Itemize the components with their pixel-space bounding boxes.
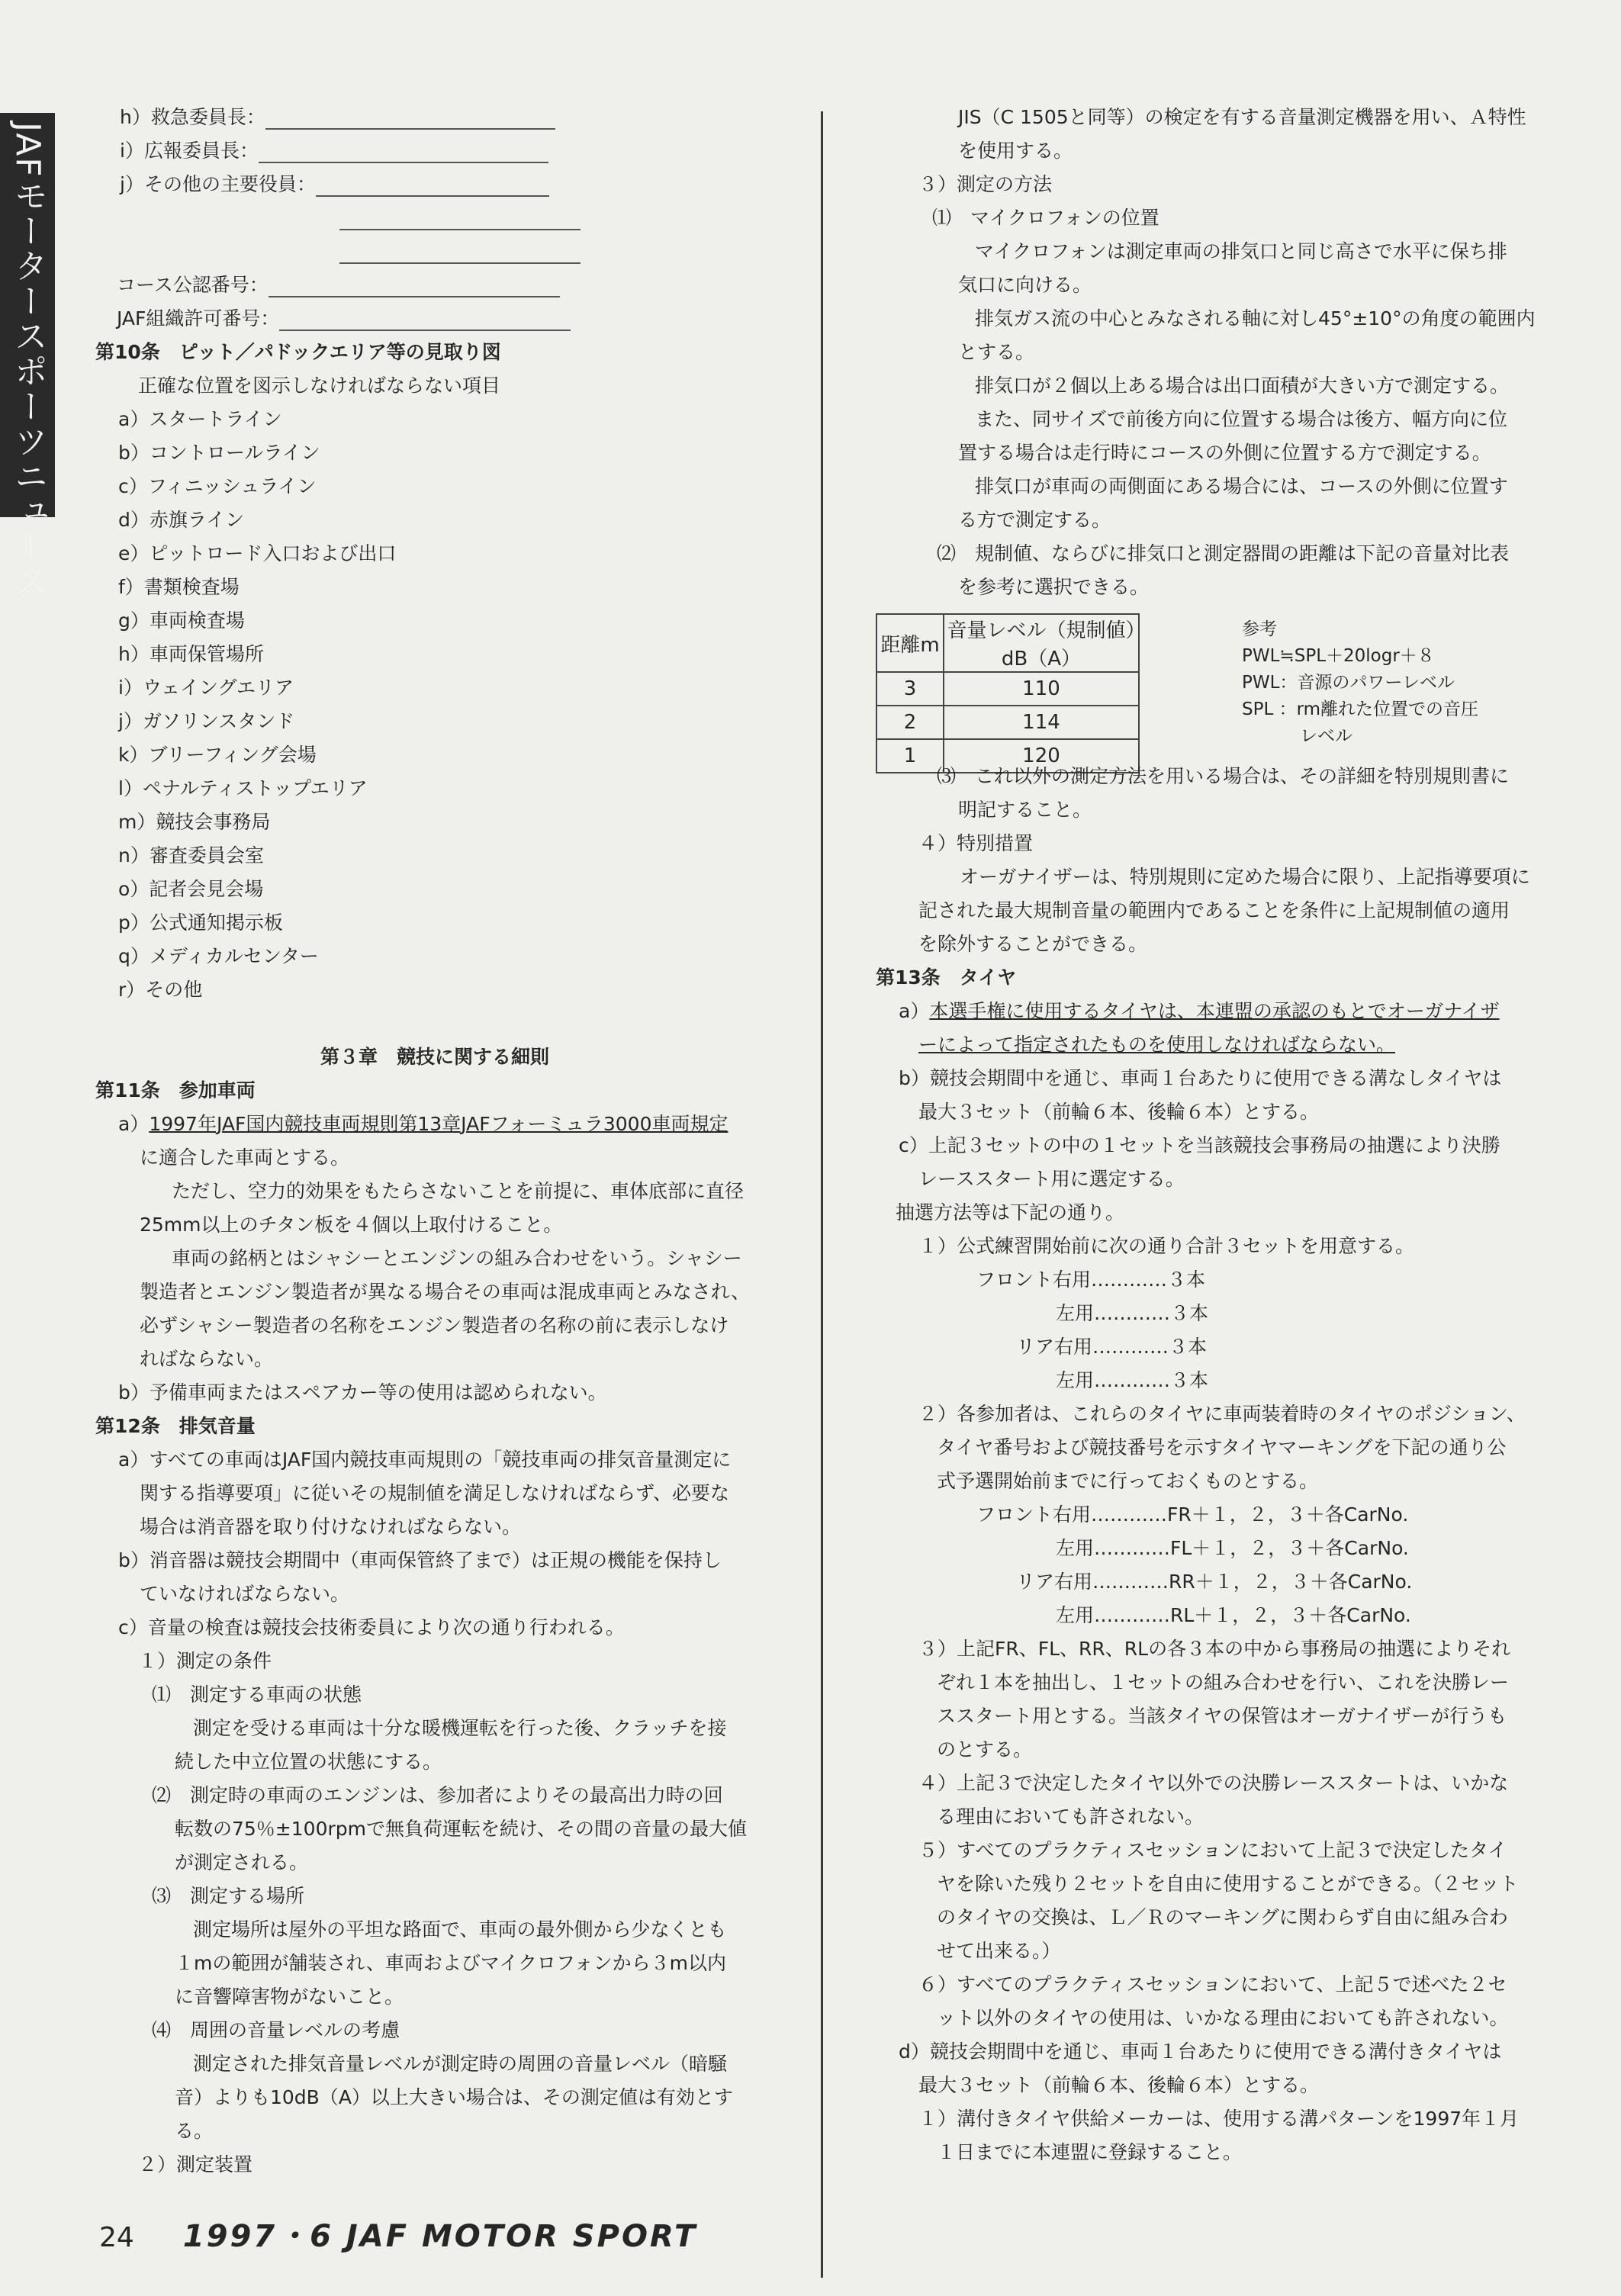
official-line: i）広報委員長： <box>95 134 774 168</box>
reference-note <box>1242 616 1478 750</box>
paragraph-line: ⑴ 測定する車両の状態 <box>152 1683 362 1706</box>
article-11-title: 第11条 参加車両 <box>95 1079 256 1101</box>
table-cell: 120 <box>944 739 1139 773</box>
list-item: g）車両検査場 <box>118 609 245 632</box>
paragraph-line: オーガナイザーは、特別規則に定めた場合に限り、上記指導要項に <box>960 866 1530 888</box>
paragraph-line: 気口に向ける。 <box>958 274 1092 296</box>
table-header-row <box>876 614 1139 672</box>
table-cell: 2 <box>876 706 944 739</box>
paragraph-line: d）競技会期間中を通じ、車両１台あたりに使用できる溝付きタイヤは <box>899 2040 1502 2063</box>
paragraph-line: マイクロフォンは測定車両の排気口と同じ高さで水平に保ち排 <box>975 240 1507 262</box>
paragraph-line: ⑵ 測定時の車両のエンジンは、参加者によりその最高出力時の回 <box>152 1784 723 1806</box>
paragraph-line: １）溝付きタイヤ供給メーカーは、使用する溝パターンを1997年１月 <box>918 2108 1520 2130</box>
page-footer <box>99 2212 697 2256</box>
paragraph-line: 音）よりも10dB（A）以上大きい場合は、その測定値は有効とす <box>175 2086 733 2108</box>
paragraph-line: ればならない。 <box>140 1348 274 1370</box>
paragraph-line: ⑶ これ以外の測定方法を用いる場合は、その詳細を特別規則書に <box>937 765 1510 787</box>
paragraph-line: に音響障害物がないこと。 <box>175 1986 404 2008</box>
list-item: o）記者会見会場 <box>118 878 264 900</box>
paragraph-line: ⑷ 周囲の音量レベルの考慮 <box>152 2019 400 2041</box>
paragraph-line: 続した中立位置の状態にする。 <box>175 1751 442 1773</box>
paragraph-line: 明記すること。 <box>958 799 1092 821</box>
table-header: 音量レベル（規制値）dB（A） <box>944 614 1139 672</box>
paragraph-line: 測定を受ける車両は十分な暖機運転を行った後、クラッチを接 <box>193 1717 727 1739</box>
paragraph-line: る理由においても許されない。 <box>937 1806 1204 1828</box>
paragraph-line: ていなければならない。 <box>140 1583 350 1605</box>
article-13-a: a）本選手権に使用するタイヤは、本連盟の承認のもとでオーガナイザ <box>899 1000 1500 1022</box>
paragraph-line: 必ずシャシー製造者の名称をエンジン製造者の名称の前に表示しなけ <box>140 1314 729 1336</box>
list-item: r）その他 <box>118 979 203 1001</box>
paragraph-line: 25mm以上のチタン板を４個以上取付けること。 <box>140 1214 563 1236</box>
table-row <box>876 706 1139 739</box>
reference-line: レベル <box>1300 726 1352 746</box>
paragraph-line: ⑵ 規制値、ならびに排気口と測定器間の距離は下記の音量対比表 <box>937 542 1510 564</box>
table-row <box>876 672 1139 706</box>
list-item: m）競技会事務局 <box>118 811 271 833</box>
list-item: p）公式通知掲示板 <box>118 912 283 934</box>
paragraph-line: タイヤ番号および競技番号を示すタイヤマーキングを下記の通り公 <box>937 1436 1507 1458</box>
paragraph-line: のタイヤの交換は、Ｌ／Ｒのマーキングに関わらず自由に組み合わ <box>937 1906 1508 1928</box>
paragraph-line: を除外することができる。 <box>918 933 1148 955</box>
article-10-list <box>95 403 774 1007</box>
paragraph-line: ススタート用とする。当該タイヤの保管はオーガナイザーが行うも <box>937 1705 1507 1727</box>
official-line: コース公認番号： <box>95 269 774 302</box>
tire-list-line: 左用…………３本 <box>1056 1302 1209 1324</box>
paragraph-line: JIS（C 1505と同等）の検定を有する音量測定機器を用い、Ａ特性 <box>958 106 1526 128</box>
paragraph-line: 測定された排気音量レベルが測定時の周囲の音量レベル（暗騒 <box>193 2053 728 2075</box>
list-item: j）ガソリンスタンド <box>118 710 295 732</box>
article-12-title: 第12条 排気音量 <box>95 1415 256 1437</box>
paragraph-line: 式予選開始前までに行っておくものとする。 <box>937 1470 1319 1492</box>
paragraph-line: とする。 <box>958 341 1035 363</box>
list-item: k）ブリーフィング会場 <box>118 744 317 766</box>
list-item: f）書類検査場 <box>118 576 240 598</box>
paragraph-line: ２）測定装置 <box>138 2153 253 2175</box>
list-item: d）赤旗ライン <box>118 509 245 531</box>
list-item: b）コントロールライン <box>118 442 320 464</box>
paragraph-line: が測定される。 <box>175 1851 309 1873</box>
paragraph-line: １）測定の条件 <box>138 1650 272 1672</box>
tire-list-line: 左用…………RL＋１，２，３＋各CarNo. <box>1056 1604 1411 1626</box>
paragraph-line: 転数の75％±100rpmで無負荷運転を続け、その間の音量の最大値 <box>175 1818 747 1840</box>
official-line: h）救急委員長： <box>95 101 774 134</box>
paragraph-line: レーススタート用に選定する。 <box>918 1168 1185 1190</box>
paragraph-line: また、同サイズで前後方向に位置する場合は後方、幅方向に位 <box>975 408 1508 430</box>
noise-table-block <box>876 604 1547 767</box>
paragraph-line: ５）すべてのプラクティスセッションにおいて上記３で決定したタイ <box>918 1839 1507 1861</box>
paragraph-line: 最大３セット（前輪６本、後輪６本）とする。 <box>918 1101 1320 1123</box>
paragraph-line: ６）すべてのプラクティスセッションにおいて、上記５で述べた２セ <box>918 1973 1507 1995</box>
official-line: JAF組織許可番号： <box>95 302 774 336</box>
paragraph-line: ３）上記FR、FL、RR、RLの各３本の中から事務局の抽選によりそれ <box>918 1638 1511 1660</box>
paragraph-line: ４）特別措置 <box>918 832 1034 854</box>
list-item: a）スタートライン <box>118 408 282 430</box>
table-cell: 114 <box>944 706 1139 739</box>
article-10-intro: 正確な位置を図示しなければならない項目 <box>138 375 501 397</box>
paragraph-line: ４）上記３で決定したタイヤ以外での決勝レーススタートは、いかな <box>918 1772 1509 1794</box>
table-cell: 110 <box>944 672 1139 706</box>
paragraph-line: 車両の銘柄とはシャシーとエンジンの組み合わせをいう。シャシー <box>172 1247 742 1269</box>
table-header: 距離m <box>876 614 944 672</box>
list-item: l）ペナルティストップエリア <box>118 777 368 799</box>
tire-list-line: リア右用…………RR＋１，２，３＋各CarNo. <box>1016 1571 1413 1593</box>
paragraph-line: 置する場合は走行時にコースの外側に位置する方で測定する。 <box>958 442 1491 464</box>
sidebar-label: JAFモータースポーツニュース <box>8 122 47 600</box>
paragraph-line: ただし、空力的効果をもたらさないことを前提に、車体底部に直径 <box>172 1180 745 1202</box>
tire-list-line: フロント右用…………FR＋１，２，３＋各CarNo. <box>976 1503 1409 1526</box>
paragraph-line: ット以外のタイヤの使用は、いかなる理由においても許されない。 <box>937 2007 1509 2029</box>
publication-name: 1997・6 JAF MOTOR SPORT <box>182 2219 698 2254</box>
paragraph-line: に適合した車両とする。 <box>140 1146 350 1169</box>
article-13-title: 第13条 タイヤ <box>876 966 1017 989</box>
chapter-3-heading: 第３章 競技に関する細則 <box>320 1046 549 1068</box>
tire-list-line: 左用…………FL＋１，２，３＋各CarNo. <box>1056 1537 1409 1559</box>
official-line <box>95 201 774 235</box>
paragraph-line: b）競技会期間中を通じ、車両１台あたりに使用できる溝なしタイヤは <box>899 1067 1502 1089</box>
paragraph-line: １）公式練習開始前に次の通り合計３セットを用意する。 <box>918 1235 1415 1257</box>
paragraph-line: 場合は消音器を取り付けなければならない。 <box>140 1516 522 1538</box>
column-divider <box>821 111 823 2278</box>
paragraph-line: １mの範囲が舗装され、車両およびマイクロフォンから３m以内 <box>175 1952 726 1974</box>
paragraph-line: のとする。 <box>937 1738 1033 1761</box>
page-number: 24 <box>99 2222 134 2253</box>
noise-level-table <box>876 613 1140 773</box>
paragraph-line: 記された最大規制音量の範囲内であることを条件に上記規制値の適用 <box>918 899 1510 921</box>
paragraph-line: ヤを除いた残り２セットを自由に使用することができる。（２セット <box>937 1873 1519 1895</box>
list-item: q）メディカルセンター <box>118 945 319 967</box>
table-cell: 3 <box>876 672 944 706</box>
paragraph-line: せて出来る。） <box>937 1940 1061 1962</box>
tire-list-line: フロント右用…………３本 <box>976 1269 1206 1291</box>
paragraph-line: 排気口が車両の両側面にある場合には、コースの外側に位置す <box>975 475 1508 497</box>
paragraph-line: ぞれ１本を抽出し、１セットの組み合わせを行い、これを決勝レー <box>937 1671 1510 1693</box>
official-line <box>95 235 774 269</box>
article-11-a: a）1997年JAF国内競技車両規則第13章JAFフォーミュラ3000車両規定 <box>118 1113 728 1135</box>
paragraph-line: ３）測定の方法 <box>918 173 1053 195</box>
paragraph-line: １日までに本連盟に登録すること。 <box>937 2141 1243 2163</box>
tire-list-line: 左用…………３本 <box>1056 1369 1209 1391</box>
paragraph-line: を参考に選択できる。 <box>958 576 1150 598</box>
table-cell: 1 <box>876 739 944 773</box>
paragraph-line: 製造者とエンジン製造者が異なる場合その車両は混成車両とみなされ、 <box>140 1281 751 1303</box>
paragraph-line: c）音量の検査は競技会技術委員により次の通り行われる。 <box>118 1616 625 1638</box>
reference-line: SPL ：rm離れた位置での音圧 <box>1242 699 1479 719</box>
paragraph-line: を使用する。 <box>958 140 1073 162</box>
article-10-title: 第10条 ピット／パドックエリア等の見取り図 <box>95 341 501 363</box>
paragraph-line: る方で測定する。 <box>958 509 1111 531</box>
list-item: c）フィニッシュライン <box>118 475 317 497</box>
paragraph-line: 抽選方法等は下記の通り。 <box>896 1201 1125 1224</box>
paragraph-line: ⑴ マイクロフォンの位置 <box>932 207 1159 229</box>
list-item: i）ウェイングエリア <box>118 677 294 699</box>
list-item: e）ピットロード入口および出口 <box>118 542 397 564</box>
reference-line: PWL≒SPL＋20logr＋８ <box>1242 646 1435 666</box>
paragraph-line: 排気口が２個以上ある場合は出口面積が大きい方で測定する。 <box>975 375 1510 397</box>
paragraph-line: 関する指導要項」に従いその規制値を満足しなければならず、必要な <box>140 1482 730 1504</box>
list-item: h）車両保管場所 <box>118 643 264 665</box>
paragraph-line: 排気ガス流の中心とみなされる軸に対し45°±10°の角度の範囲内 <box>975 307 1536 330</box>
paragraph-line: b）予備車両またはスペアカー等の使用は認められない。 <box>118 1381 607 1404</box>
paragraph-line: a）すべての車両はJAF国内競技車両規則の「競技車両の排気音量測定に <box>118 1449 732 1471</box>
paragraph-line: b）消音器は競技会期間中（車両保管終了まで）は正規の機能を保持し <box>118 1549 722 1571</box>
left-column <box>95 101 774 2182</box>
paragraph-line: ２）各参加者は、これらのタイヤに車両装着時のタイヤのポジション、 <box>918 1403 1526 1425</box>
official-line: j）その他の主要役員： <box>95 168 774 201</box>
tire-list-line: リア右用…………３本 <box>1016 1336 1208 1358</box>
right-column <box>876 101 1547 2169</box>
list-item: n）審査委員会室 <box>118 844 264 867</box>
paragraph-line: 最大３セット（前輪６本、後輪６本）とする。 <box>918 2074 1320 2096</box>
paragraph-line: ⑶ 測定する場所 <box>152 1885 305 1907</box>
reference-title: 参考 <box>1242 619 1277 639</box>
reference-line: PWL：音源のパワーレベル <box>1242 673 1455 693</box>
paragraph-line: る。 <box>175 2120 214 2142</box>
paragraph-line: 測定場所は屋外の平坦な路面で、車両の最外側から少なくとも <box>193 1918 727 1941</box>
article-13-a-cont: ーによって指定されたものを使用しなければならない。 <box>918 1034 1396 1056</box>
paragraph-line: c）上記３セットの中の１セットを当該競技会事務局の抽選により決勝 <box>899 1134 1500 1156</box>
